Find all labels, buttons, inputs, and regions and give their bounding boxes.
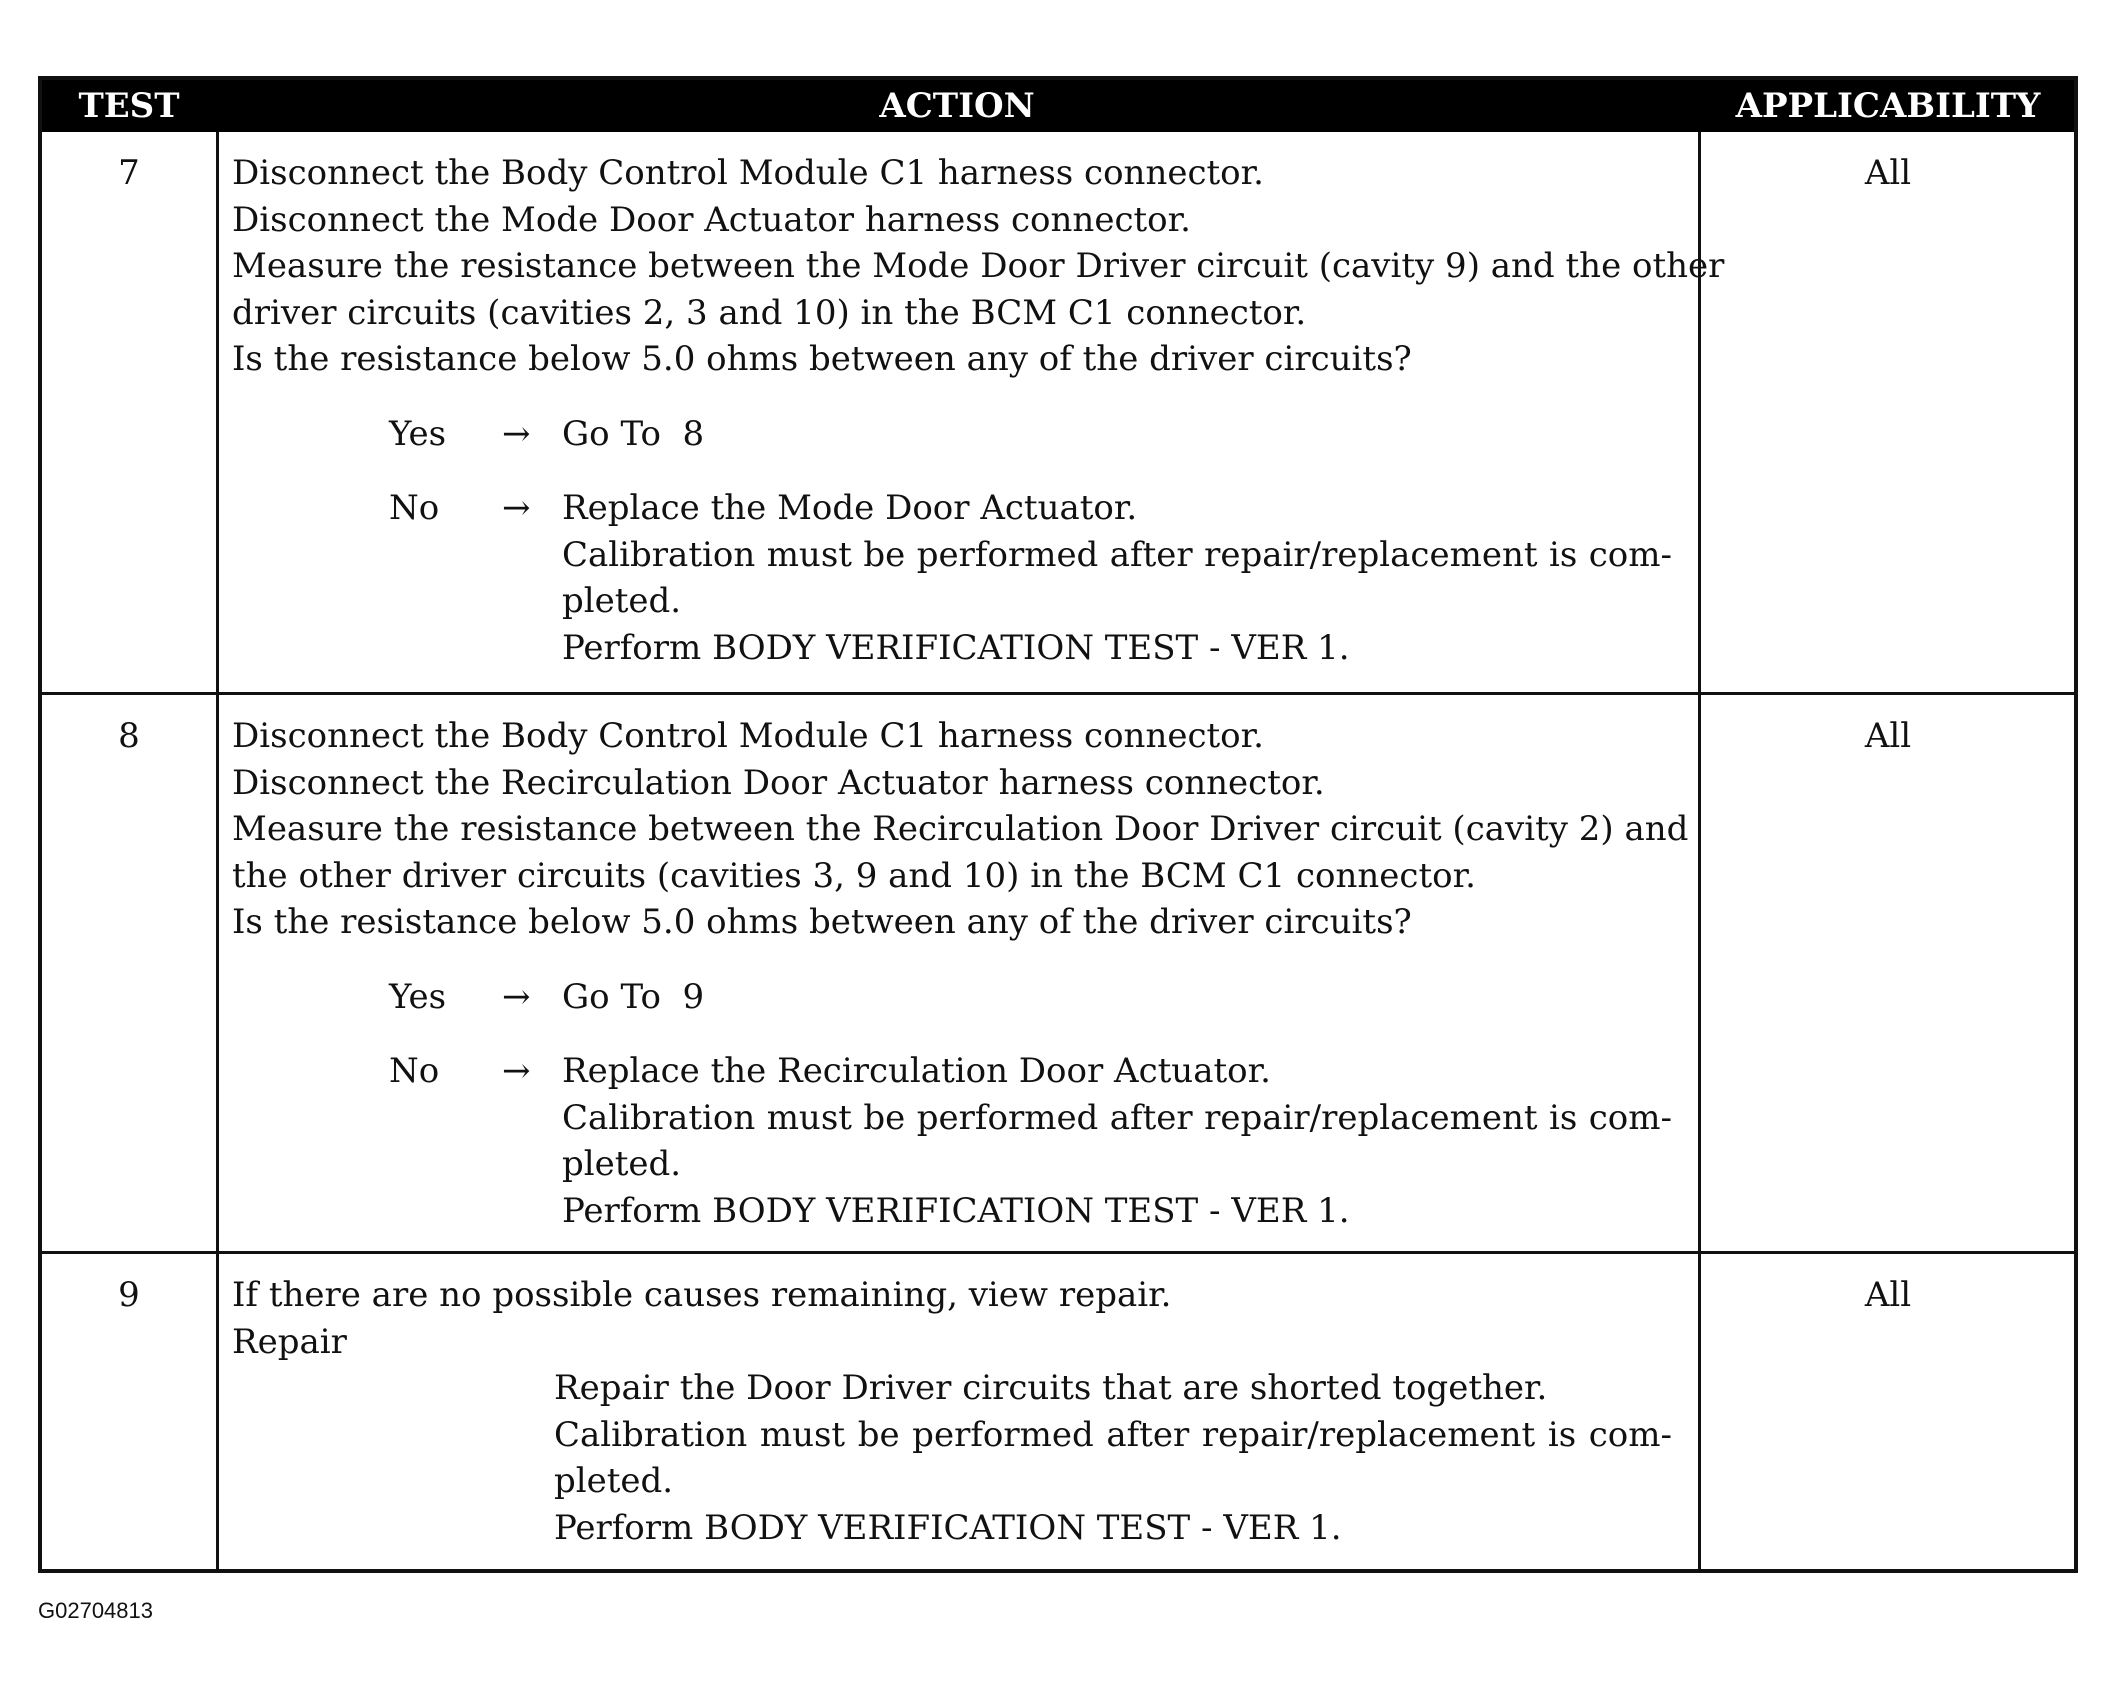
repair-label: Repair [232,1321,347,1362]
right-arrow-icon: → [502,1051,531,1091]
action-line: Disconnect the Body Control Module C1 harness connector. [232,153,1264,193]
header-applicability: APPLICABILITY [1735,86,2041,126]
action-line: Is the resistance below 5.0 ohms between any of the driver circuits? [232,902,1412,942]
header-action: ACTION [879,86,1035,126]
no-label: No [389,488,440,528]
no-label: No [389,1051,440,1091]
table-row [42,132,2074,692]
test-number: 9 [118,1275,140,1315]
yes-result: Go To 9 [562,976,705,1017]
no-result-line: Calibration must be performed after repair/replacement is com- [562,1097,1672,1138]
no-result [562,1048,1672,1234]
yes-response [232,974,1682,1021]
test-number: 8 [118,716,140,756]
no-result-line: pleted. [562,1144,682,1184]
table-row [42,695,2074,1251]
action-cell [232,1272,1682,1551]
action-line: Measure the resistance between the Mode Door Driver circuit (cavity 9) and the other [232,246,1725,286]
action-line: driver circuits (cavities 2, 3 and 10) in the BCM C1 connector. [232,292,1307,333]
figure-id: G02704813 [38,1598,153,1623]
no-response [232,485,1682,671]
applicability-value: All [1864,153,1912,193]
yes-label: Yes [389,413,447,454]
action-line: Is the resistance below 5.0 ohms between any of the driver circuits? [232,339,1412,379]
applicability-value: All [1864,1275,1912,1315]
yes-label: Yes [389,976,447,1017]
repair-line: Perform BODY VERIFICATION TEST - VER 1. [554,1507,1342,1548]
repair-line: Calibration must be performed after repair/replacement is com- [554,1414,1672,1455]
action-cell [232,713,1689,1234]
action-line: Disconnect the Recirculation Door Actuator harness connector. [232,762,1325,803]
yes-response [232,411,1682,458]
no-result-line: Perform BODY VERIFICATION TEST - VER 1. [562,1190,1350,1231]
no-response [232,1048,1682,1234]
table-row [42,1254,2074,1573]
action-line: Measure the resistance between the Recirculation Door Driver circuit (cavity 2) and [232,809,1689,849]
applicability-value: All [1864,716,1912,756]
right-arrow-icon: → [502,413,531,454]
no-result-line: Replace the Recirculation Door Actuator. [562,1051,1271,1091]
repair-line: Repair the Door Driver circuits that are shorted together. [554,1368,1548,1408]
right-arrow-icon: → [502,488,531,528]
yes-result: Go To 8 [562,413,705,454]
no-result-line: Calibration must be performed after repair/replacement is com- [562,534,1672,575]
no-result-line: pleted. [562,581,682,621]
no-result-line: Perform BODY VERIFICATION TEST - VER 1. [562,627,1350,668]
repair-line: pleted. [554,1461,674,1501]
action-line: If there are no possible causes remaining, view repair. [232,1275,1172,1315]
right-arrow-icon: → [502,976,531,1017]
action-line: Disconnect the Mode Door Actuator harness connector. [232,199,1191,240]
repair-instructions [554,1365,1682,1551]
action-cell [232,150,1725,671]
table-header [42,80,2074,132]
diagnostic-test-table [38,76,2078,1573]
no-result-line: Replace the Mode Door Actuator. [562,488,1138,528]
no-result [562,485,1672,671]
action-line: Disconnect the Body Control Module C1 harness connector. [232,716,1264,756]
action-line: the other driver circuits (cavities 3, 9 and 10) in the BCM C1 connector. [232,855,1476,896]
header-test: TEST [78,86,180,126]
test-number: 7 [118,153,140,193]
